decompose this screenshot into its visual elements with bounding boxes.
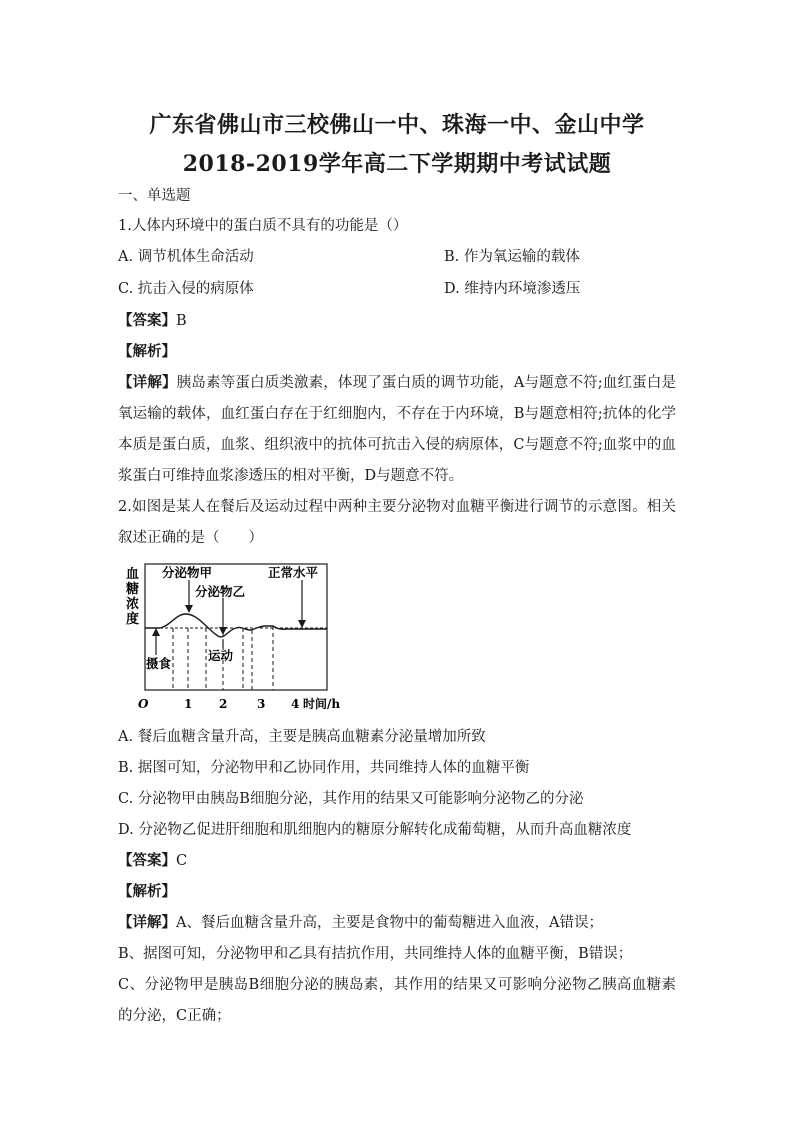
q2-answer-label: 【答案】 [118, 852, 176, 869]
axis-tick-1: 1 [184, 697, 193, 711]
q2-analysis-label: 【解析】 [118, 883, 176, 900]
glucose-curve [145, 614, 327, 637]
label-secretion-a: 分泌物甲 [162, 565, 213, 580]
blood-glucose-figure [118, 560, 358, 720]
q1-answer [118, 311, 678, 331]
q2-answer-value: C [176, 853, 188, 869]
q2-stem: 2.如图是某人在餐后及运动过程中两种主要分泌物对血糖平衡进行调节的示意图。相关叙述正确的是（ ） [118, 499, 676, 546]
q1-answer-value: B [176, 313, 187, 329]
q1-detail [118, 367, 676, 492]
label-eating: 摄食 [146, 656, 172, 671]
q2-answer [118, 851, 678, 871]
figure-ylabel-2: 浓 [126, 597, 140, 612]
q2-detail-text-1: A、餐后血糖含量升高，主要是食物中的葡萄糖进入血液，A错误； [176, 915, 603, 931]
axis-tick-2: 2 [219, 697, 228, 711]
axis-tick-3: 3 [257, 697, 266, 711]
figure-frame [145, 564, 327, 690]
q1-analysis-label: 【解析】 [118, 343, 176, 360]
q2-detail-label: 【详解】 [118, 914, 176, 931]
q1-option-a: A. 调节机体生命活动 [118, 249, 254, 265]
q1-detail-label: 【详解】 [118, 374, 177, 391]
label-exercise: 运动 [208, 648, 234, 663]
q1-option-b: B. 作为氧运输的载体 [444, 249, 580, 265]
figure-ylabel-0: 血 [126, 567, 140, 582]
axis-tick-4: 4 [291, 697, 300, 711]
figure-ylabel-3: 度 [126, 612, 140, 627]
label-secretion-b: 分泌物乙 [195, 584, 246, 599]
axis-origin: O [138, 697, 149, 711]
arrow-eat-head [152, 628, 160, 636]
axis-xlabel: 时间/h [303, 697, 341, 711]
q2-detail-line-3: C、分泌物甲是胰岛B细胞分泌的胰岛素，其作用的结果又可影响分泌物乙胰高血糖素的分泌，C正确； [118, 977, 676, 1024]
arrow-normal-head [298, 620, 306, 628]
q2-detail-line-1 [118, 913, 678, 933]
document-title-line2: 2018-2019学年高二下学期期中考试试题 [182, 151, 612, 177]
q2-option-a: A. 餐后血糖含量升高，主要是胰高血糖素分泌量增加所致 [118, 729, 486, 745]
section-heading: 一、单选题 [118, 188, 191, 204]
q2-option-b: B. 据图可知，分泌物甲和乙协同作用，共同维持人体的血糖平衡 [118, 760, 530, 776]
label-normal-level: 正常水平 [268, 565, 319, 580]
q2-detail-line-2: B、据图可知，分泌物甲和乙具有拮抗作用，共同维持人体的血糖平衡，B错误； [118, 946, 633, 962]
figure-ylabel-1: 糖 [126, 582, 140, 597]
q1-detail-text: 胰岛素等蛋白质类激素，体现了蛋白质的调节功能，A与题意不符;血红蛋白是氧运输的载体，血红蛋白存在于红细胞内，不存在于内环境，B与题意相符;抗体的化学本质是蛋白质，血浆、组织液中的抗体可抗击入侵的病原体，C与题意不符;血浆中的血浆蛋白可维持血浆渗透压的相对平衡，D与题意不符。 [118, 375, 677, 484]
q2-option-d: D. 分泌物乙促进肝细胞和肌细胞内的糖原分解转化成葡萄糖，从而升高血糖浓度 [118, 822, 632, 838]
q1-stem: 1.人体内环境中的蛋白质不具有的功能是（） [118, 218, 408, 234]
document-title-line1: 广东省佛山市三校佛山一中、珠海一中、金山中学 [149, 112, 645, 138]
q1-answer-label: 【答案】 [118, 312, 176, 329]
q1-option-d: D. 维持内环境渗透压 [444, 281, 581, 297]
q2-option-c: C. 分泌物甲由胰岛B细胞分泌，其作用的结果又可能影响分泌物乙的分泌 [118, 791, 584, 807]
arrow-a-head [185, 605, 193, 613]
q1-option-c: C. 抗击入侵的病原体 [118, 281, 254, 297]
